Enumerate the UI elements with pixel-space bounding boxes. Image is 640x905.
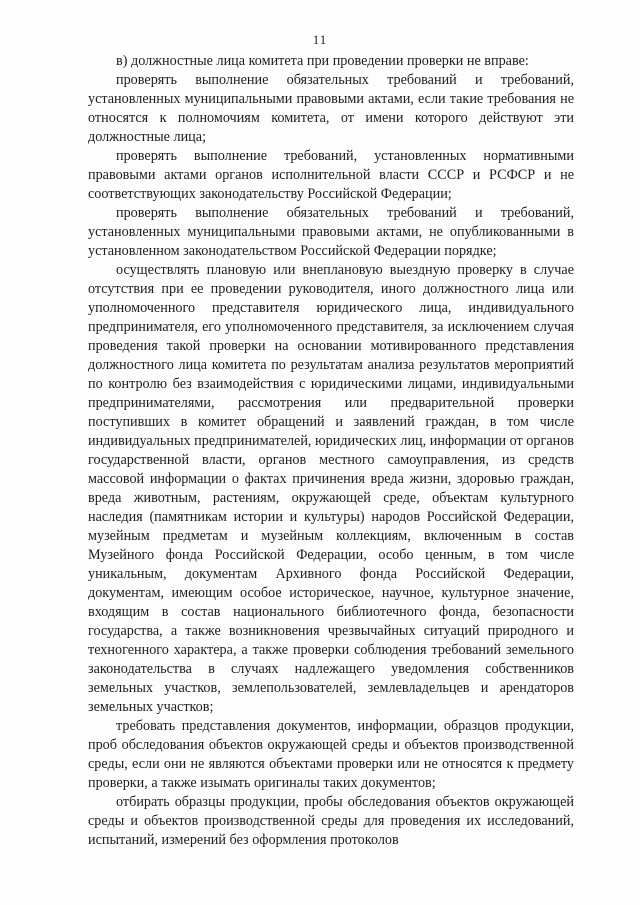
document-body	[88, 52, 574, 850]
paragraph-item: проверять выполнение обязательных требований и требований, установленных муниципальными правовыми актами, если такие требования не относятся к полномочиям комитета, от имени которого действуют эти должностные лица;	[88, 72, 574, 145]
page-number: 11	[312, 32, 328, 47]
paragraph-item: проверять выполнение обязательных требований и требований, установленных муниципальными правовыми актами, не опубликованными в установленном законодательством Российской Федерации порядке;	[88, 205, 574, 259]
paragraph-prohibitions-intro: в) должностные лица комитета при проведении проверки не вправе:	[116, 53, 529, 69]
paragraph-item: осуществлять плановую или внеплановую выездную проверку в случае отсутствия при ее проведении руководителя, иного должностного лица или уполномоченного представителя юридического лица, индивидуального предпринимателя, его уполномоченного представителя, за исключением случая проведения такой проверки на основании мотивированного представления должностного лица комитета по результатам анализа результатов мероприятий по контролю без взаимодействия с юридическими лицами, индивидуальными предпринимателями, рассмотрения или предварительной проверки поступивших в комитет обращений и заявлений граждан, в том числе индивидуальных предпринимателей, юридических лиц, информации от органов государственной власти, органов местного самоуправления, из средств массовой информации о фактах причинения вреда жизни, здоровью граждан, вреда животным, растениям, окружающей среде, объектам культурного наследия (памятникам истории и культуры) народов Российской Федерации, музейным предметам и музейным коллекциям, включенным в состав Музейного фонда Российской Федерации, особо ценным, в том числе уникальным, документам Архивного фонда Российской Федерации, документам, имеющим особое историческое, научное, культурное значение, входящим в состав национального библиотечного фонда, безопасности государства, а также возникновения чрезвычайных ситуаций природного и техногенного характера, а также проверки соблюдения требований земельного законодательства в случаях надлежащего уведомления собственников земельных участков, землепользователей, землевладельцев и арендаторов земельных участков;	[88, 262, 574, 715]
paragraph-item: отбирать образцы продукции, пробы обследования объектов окружающей среды и объектов производственной среды для проведения их исследований, испытаний, измерений без оформления протоколов	[88, 794, 574, 848]
paragraph-item: проверять выполнение требований, установленных нормативными правовыми актами органов исполнительной власти СССР и РСФСР и не соответствующих законодательству Российской Федерации;	[88, 148, 574, 202]
paragraph-item: требовать представления документов, информации, образцов продукции, проб обследования объектов окружающей среды и объектов производственной среды, если они не являются объектами проверки или не относятся к предмету проверки, а также изымать оригиналы таких документов;	[88, 718, 574, 791]
